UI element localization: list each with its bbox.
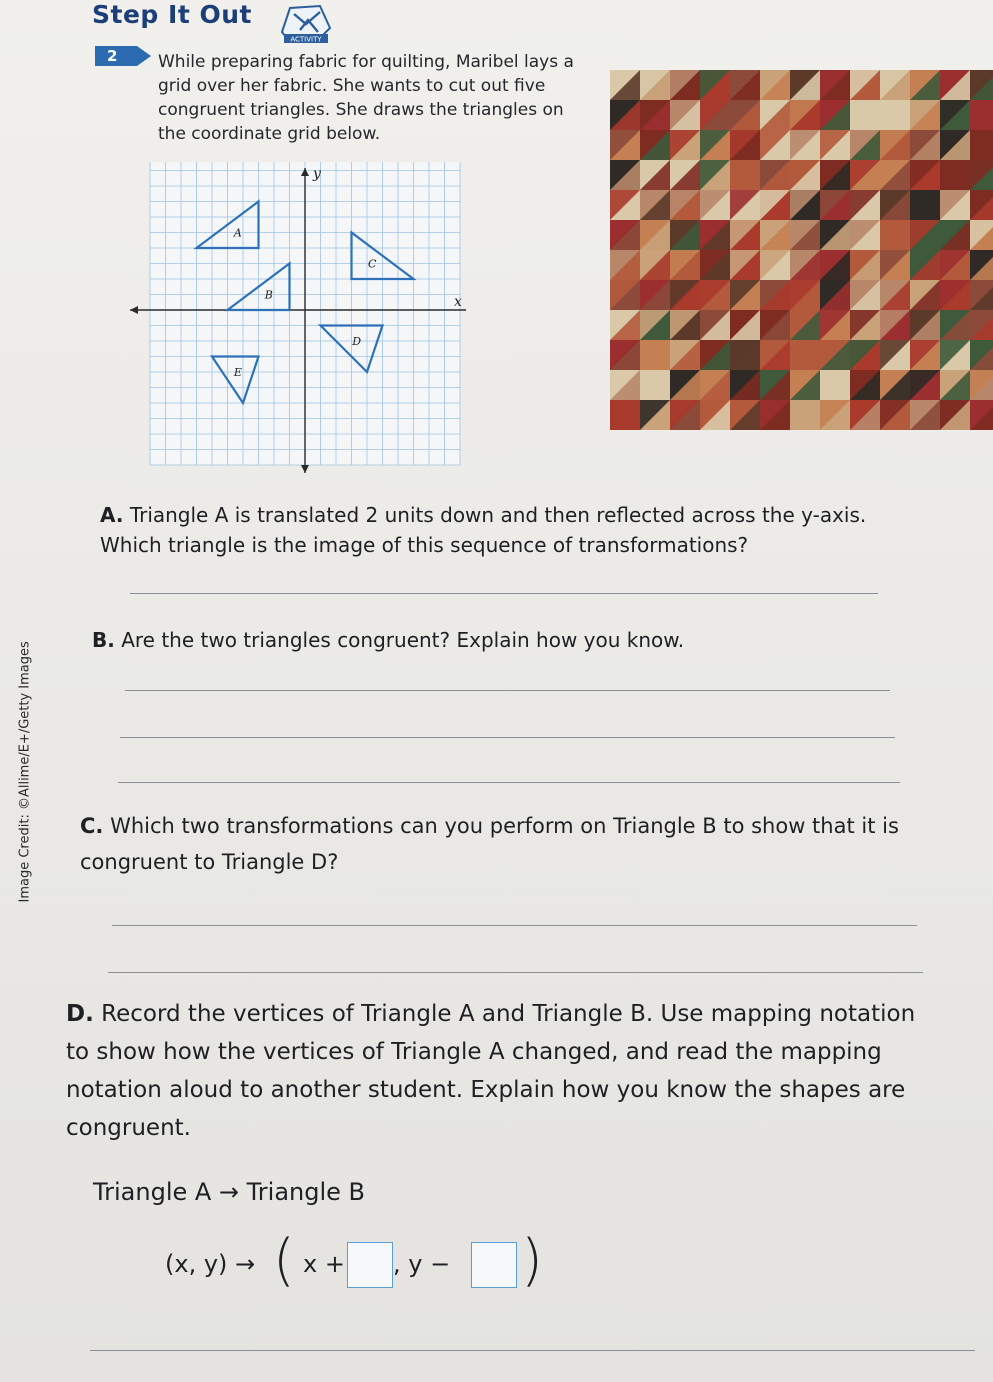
answer-line-b1[interactable] <box>125 690 890 691</box>
quilt-fabric-photo <box>610 70 993 430</box>
intro-text: While preparing fabric for quilting, Maribel lays a grid over her fabric. She wants to cut out five congruent triangles. She draws the triangles on the coordinate grid below. <box>158 52 574 144</box>
mapping-notation <box>165 1228 565 1308</box>
image-credit: Image Credit: ©Allime/E+/Getty Images <box>17 641 33 903</box>
mapping-x-part: x + <box>303 1250 345 1278</box>
triangle-label: D <box>352 335 362 348</box>
question-d-text: Record the vertices of Triangle A and Triangle B. Use mapping notation to show how the vertices of Triangle A changed, and read the mapping notation aloud to another student. Explain how you know the shapes are congruent. <box>66 1001 916 1141</box>
mapping-y-part: , y − <box>393 1250 451 1278</box>
question-a-text: Triangle A is translated 2 units down and then reflected across the y-axis. Which triangle is the image of this sequence of transformations? <box>100 503 867 557</box>
question-a <box>100 500 880 560</box>
triangle-label: B <box>264 288 273 302</box>
paren-open: ( <box>273 1228 295 1293</box>
question-b-text: Are the two triangles congruent? Explain how you know. <box>121 628 685 652</box>
answer-line-a[interactable] <box>130 593 878 594</box>
triangle-label: C <box>367 257 377 271</box>
answer-line-b3[interactable] <box>118 782 900 783</box>
question-d <box>66 995 936 1147</box>
paren-close: ) <box>521 1228 543 1293</box>
triangle-label: A <box>233 226 242 240</box>
question-d-label: D. <box>66 1001 94 1027</box>
answer-line-c2[interactable] <box>108 972 923 973</box>
problem-number-badge <box>95 46 151 66</box>
answer-line-b2[interactable] <box>120 737 895 738</box>
triangle-label: E <box>233 366 242 379</box>
question-c <box>80 808 920 880</box>
question-b-label: B. <box>92 628 115 652</box>
question-c-text: Which two transformations can you perform on Triangle B to show that it is congruent to Triangle D? <box>80 814 899 874</box>
question-a-label: A. <box>100 503 124 527</box>
answer-line-c1[interactable] <box>112 925 917 926</box>
question-c-label: C. <box>80 814 104 838</box>
svg-text:ACTIVITY: ACTIVITY <box>290 35 322 44</box>
mapping-left: (x, y) → <box>165 1250 256 1278</box>
mapping-heading: Triangle A → Triangle B <box>93 1178 366 1206</box>
answer-line-d[interactable] <box>90 1350 975 1351</box>
question-b <box>92 625 892 655</box>
coordinate-grid <box>125 162 475 482</box>
x-shift-answer-box[interactable] <box>347 1242 393 1288</box>
x-axis-label: x <box>454 294 462 310</box>
problem-number: 2 <box>107 47 118 65</box>
y-axis-label: y <box>313 166 321 182</box>
y-shift-answer-box[interactable] <box>471 1242 517 1288</box>
activity-badge-icon <box>276 2 334 46</box>
section-title: Step It Out <box>92 0 252 29</box>
